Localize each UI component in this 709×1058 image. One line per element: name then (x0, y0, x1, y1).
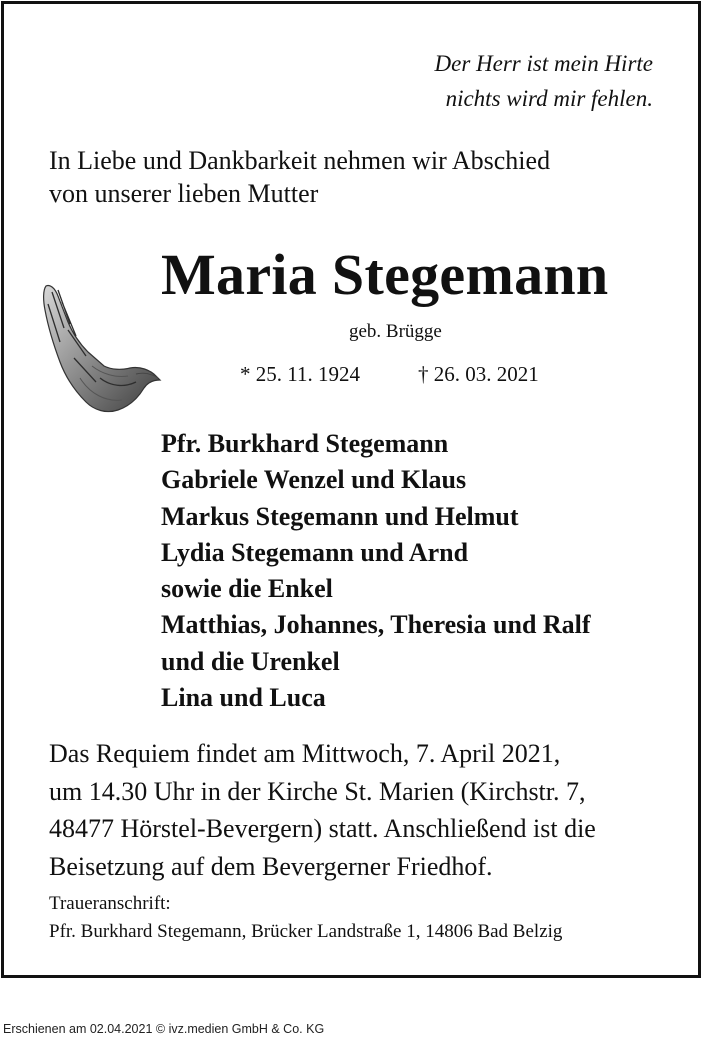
requiem-line: Beisetzung auf dem Bevergerner Friedhof. (49, 851, 493, 881)
mourner-line: Matthias, Johannes, Theresia und Ralf (161, 610, 591, 640)
life-dates (240, 362, 539, 387)
intro-line-1: In Liebe und Dankbarkeit nehmen wir Abschied (49, 146, 551, 175)
mourner-line: Pfr. Burkhard Stegemann (161, 429, 449, 458)
mourner-line: Markus Stegemann und Helmut (161, 501, 519, 531)
intro-text (49, 144, 550, 210)
motto-line-1: Der Herr ist mein Hirte (434, 51, 653, 76)
mourner-line: sowie die Enkel (161, 574, 333, 604)
requiem-line: 48477 Hörstel-Bevergern) statt. Anschließend ist die (49, 814, 596, 843)
address-label: Traueranschrift: (49, 893, 171, 914)
requiem-text (49, 735, 596, 885)
mourner-line: und die Urenkel (161, 646, 340, 676)
address-text: Pfr. Burkhard Stegemann, Brücker Landstraße 1, 14806 Bad Belzig (49, 921, 563, 942)
publication-footer: Erschienen am 02.04.2021 © ivz.medien GmbH & Co. KG (3, 1022, 325, 1036)
motto (435, 46, 653, 116)
obituary-frame (1, 1, 701, 978)
requiem-line: um 14.30 Uhr in der Kirche St. Marien (Kirchstr. 7, (49, 776, 586, 806)
intro-line-2: von unserer lieben Mutter (49, 179, 319, 208)
praying-hands-icon (40, 282, 164, 422)
deceased-name: Maria Stegemann (161, 242, 609, 307)
motto-line-2: nichts wird mir fehlen. (445, 86, 653, 111)
born-name: geb. Brügge (349, 321, 442, 342)
mourner-line: Lina und Luca (161, 683, 326, 713)
death-date: † 26. 03. 2021 (417, 362, 539, 386)
mourning-address (49, 890, 562, 946)
birth-date: * 25. 11. 1924 (240, 362, 360, 386)
requiem-line: Das Requiem findet am Mittwoch, 7. April 2021, (49, 739, 561, 768)
mourner-line: Gabriele Wenzel und Klaus (161, 465, 467, 495)
mourners-list (161, 426, 591, 716)
mourner-line: Lydia Stegemann und Arnd (161, 537, 469, 567)
